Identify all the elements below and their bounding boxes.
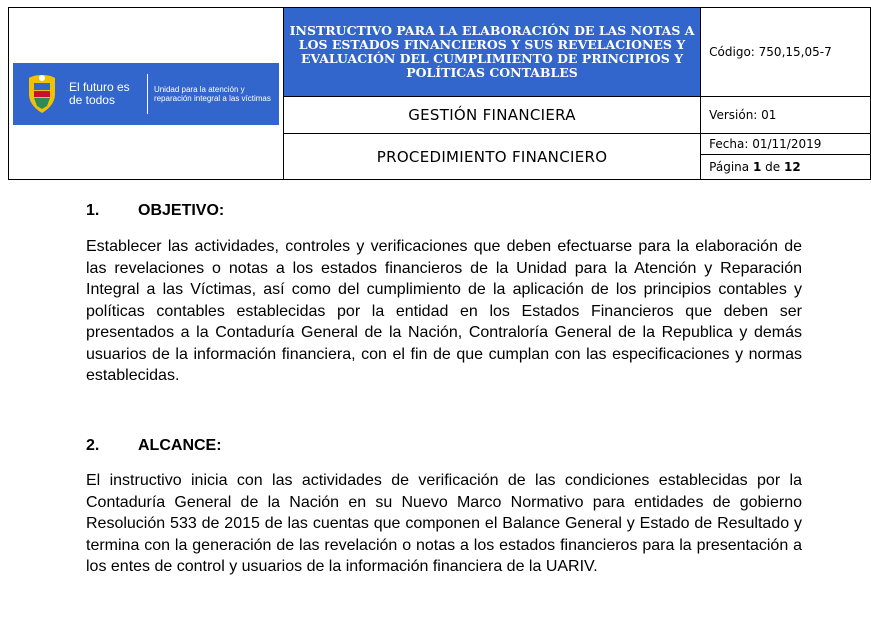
page-of: de bbox=[765, 160, 781, 174]
section-heading bbox=[86, 437, 802, 455]
section-body: Establecer las actividades, controles y verificaciones que deben efectuarse para la elaboración de las revelaciones o notas a los estados financieros de la Unidad para la Atención y Reparación Integral a las Víctimas, así como del cumplimiento de la aplicación de los principios contables y políticas contables establecidas por la entidad en los Estados Financieros que deben ser presentados a la Contaduría General de la Nación, Contraloría General de la Republica y demás usuarios de la información financiera, con el fin de que cumplan con las especificaciones y normas establecidas. bbox=[86, 238, 802, 384]
section-number: 1. bbox=[86, 202, 100, 219]
logo-tagline: El futuro es de todos bbox=[68, 79, 130, 107]
document-version: Versión: 01 bbox=[701, 97, 871, 134]
entity-logo bbox=[13, 63, 279, 125]
document-date: Fecha: 01/11/2019 bbox=[701, 134, 871, 155]
section-title: ALCANCE: bbox=[138, 437, 222, 454]
coat-of-arms-icon bbox=[25, 74, 59, 114]
page-current: 1 bbox=[752, 160, 762, 174]
logo-divider bbox=[147, 74, 148, 114]
section-objetivo bbox=[86, 202, 802, 220]
section-heading bbox=[86, 202, 802, 220]
logo-cell bbox=[9, 8, 284, 180]
page-total: 12 bbox=[783, 160, 801, 174]
logo-entity-name: Unidad para la atención y reparación integral a las víctimas bbox=[153, 84, 271, 103]
page-indicator bbox=[701, 155, 871, 180]
section-title: OBJETIVO: bbox=[138, 202, 225, 219]
section-number: 2. bbox=[86, 437, 100, 454]
document-header bbox=[8, 7, 871, 180]
area-name: GESTIÓN FINANCIERA bbox=[283, 97, 700, 134]
process-name: PROCEDIMIENTO FINANCIERO bbox=[283, 134, 700, 180]
document-title: INSTRUCTIVO PARA LA ELABORACIÓN DE LAS NOTAS A LOS ESTADOS FINANCIEROS Y SUS REVELACIONES Y EVALUACIÓN DEL CUMPLIMIENTO DE PRINCIPIOS Y POLÍTICAS CONTABLES bbox=[283, 8, 700, 97]
section-alcance bbox=[86, 437, 802, 455]
page-prefix: Página bbox=[709, 160, 750, 174]
document-code: Código: 750,15,05-7 bbox=[701, 8, 871, 97]
section-body: El instructivo inicia con las actividades de verificación de las condiciones establecidas por la Contaduría General de la Nación en su Nuevo Marco Normativo para entidades de gobierno Resolución 533 de 2015 de las cuentas que componen el Balance General y Estado de Resultado y termina con la generación de las revelación o notas a los estados financieros para la presentación a los entes de control y usuarios de la información financiera de la UARIV. bbox=[86, 472, 802, 575]
